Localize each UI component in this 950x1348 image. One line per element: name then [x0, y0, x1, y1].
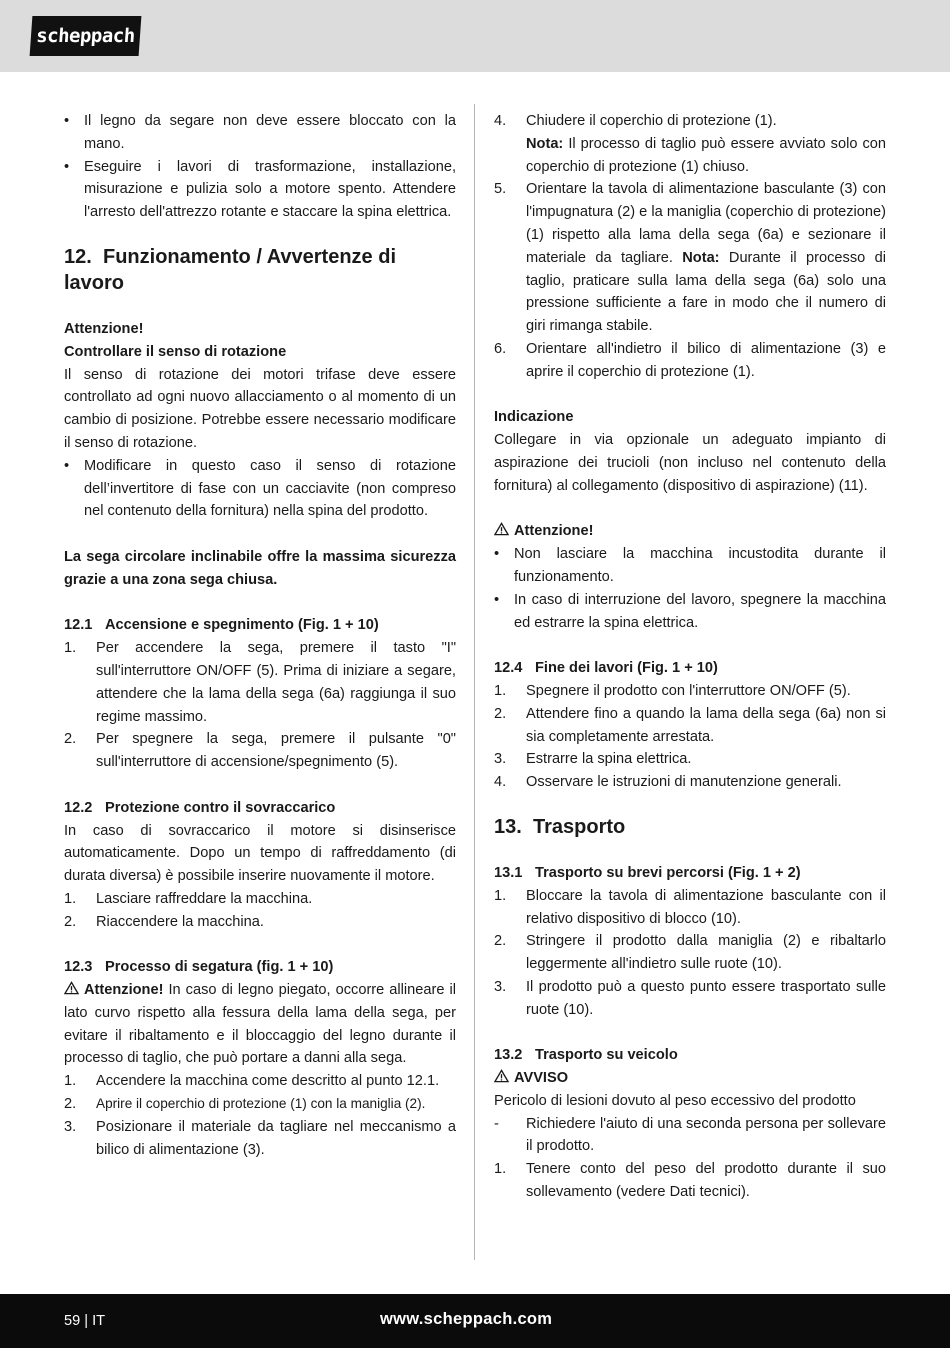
notice-label: AVVISO	[514, 1070, 569, 1087]
step-text: Riaccendere la macchina.	[96, 913, 264, 930]
step-number: 2.	[64, 913, 77, 930]
list-item	[64, 1093, 456, 1116]
list-item	[494, 930, 886, 976]
section-12-4-heading	[494, 657, 886, 680]
steps-12-4	[494, 680, 886, 794]
step-text: Bloccare la tavola di alimentazione basculante con il relativo dispositivo di blocco (10).	[526, 887, 886, 927]
list-item	[494, 771, 886, 794]
steps-13-2	[494, 1158, 886, 1204]
step-number: 3.	[494, 978, 507, 995]
attention-heading	[494, 520, 886, 543]
step-number: 3.	[494, 751, 507, 768]
sawing-warning	[64, 979, 456, 1070]
step-text: Stringere il prodotto dalla maniglia (2) e ribaltarlo leggermente all'indietro sulle ruote (10).	[526, 933, 886, 973]
attention-bullet-list	[494, 543, 886, 634]
rotation-bullet-list	[64, 455, 456, 523]
step-text: Lasciare raffreddare la macchina.	[96, 890, 313, 907]
steps-13-1	[494, 885, 886, 1022]
list-item	[494, 885, 886, 931]
step-text: Posizionare il materiale da tagliare nel meccanismo a bilico di alimentazione (3).	[96, 1118, 456, 1158]
step-number: 2.	[64, 1096, 77, 1113]
dash-marker: -	[494, 1115, 499, 1132]
step-text: Il prodotto può a questo punto essere trasportato sulle ruote (10).	[526, 978, 886, 1018]
section-number: 12.	[64, 245, 92, 268]
rotation-text: Il senso di rotazione dei motori trifase deve essere controllato ad ogni nuovo allacciamento o al momento di un cambio di posizione. Potrebbe essere necessario modificare il senso di rotazione.	[64, 366, 456, 451]
step-number: 1.	[494, 682, 507, 699]
section-12-3-heading	[64, 956, 456, 979]
list-item	[64, 911, 456, 934]
step-number: 3.	[64, 1118, 77, 1135]
list-item	[494, 976, 886, 1022]
section-12-heading	[64, 244, 456, 296]
section-number: 12.4	[494, 660, 523, 677]
list-item	[494, 748, 886, 771]
attention-label: Attenzione!	[64, 320, 144, 337]
step-number: 4.	[494, 774, 507, 791]
note-text: Durante il processo di taglio, praticare sulla lama della sega (6a) solo una pressione sufficiente a fare in modo che il numero di giri rimanga stabile.	[526, 249, 886, 335]
step-number: 2.	[494, 933, 507, 950]
step-number: 1.	[64, 890, 77, 907]
step-number: 6.	[494, 340, 507, 357]
list-item	[494, 1158, 886, 1204]
warning-triangle-icon	[494, 522, 509, 536]
section-title: Processo di segatura (fig. 1 + 10)	[105, 959, 334, 976]
indicazione-heading: Indicazione	[494, 409, 574, 426]
step-text: Per spegnere la sega, premere il pulsante "0" sull'interruttore di accensione/spegnimento (5).	[96, 731, 456, 771]
section-number: 12.2	[64, 799, 93, 816]
step-text: Per accendere la sega, premere il tasto "I" sull'interruttore ON/OFF (5). Prima di iniziare a segare, attendere che la lama della sega (6a) raggiunga il suo regime massimo.	[96, 640, 456, 725]
list-item: • Il legno da segare non deve essere bloccato con la mano.	[64, 110, 456, 156]
page-number: 59 | IT	[64, 1313, 106, 1329]
section-number: 13.2	[494, 1047, 523, 1064]
right-column	[494, 110, 886, 1204]
note-label: Nota:	[526, 135, 564, 152]
list-item	[64, 637, 456, 728]
rotation-heading: Controllare il senso di rotazione	[64, 343, 287, 360]
step-number: 1.	[494, 887, 507, 904]
list-item	[64, 728, 456, 774]
list-item: • Non lasciare la macchina incustodita durante il funzionamento.	[494, 543, 886, 589]
steps-12-1	[64, 637, 456, 774]
step-text: Attendere fino a quando la lama della sega (6a) non si sia completamente arrestata.	[526, 705, 886, 745]
section-number: 12.1	[64, 617, 93, 634]
step-text: Aprire il coperchio di protezione (1) con la maniglia (2).	[96, 1096, 426, 1112]
step-text: Tenere conto del peso del prodotto durante il suo sollevamento (vedere Dati tecnici).	[526, 1161, 886, 1201]
step-text: Chiudere il coperchio di protezione (1).	[526, 113, 777, 129]
section-title: Trasporto su veicolo	[535, 1047, 678, 1064]
list-item	[494, 338, 886, 384]
steps-12-3-continued	[494, 110, 886, 384]
note-label: Nota:	[682, 249, 720, 266]
warning-triangle-icon	[494, 1069, 509, 1083]
section-title: Trasporto su brevi percorsi (Fig. 1 + 2)	[535, 864, 801, 881]
dash-list	[494, 1113, 886, 1159]
website-link[interactable]: www.scheppach.com	[380, 1310, 553, 1328]
section-title: Funzionamento / Avvertenze di lavoro	[64, 245, 396, 294]
page-header	[0, 0, 950, 72]
section-number: 12.3	[64, 959, 93, 976]
step-number: 1.	[494, 1161, 507, 1178]
step-text: Osservare le istruzioni di manutenzione generali.	[526, 774, 842, 791]
safety-statement: La sega circolare inclinabile offre la massima sicurezza grazie a una zona sega chiusa.	[64, 548, 456, 588]
attention-label: Attenzione!	[514, 523, 594, 540]
section-title: Trasporto	[533, 815, 626, 838]
section-13-2-heading	[494, 1044, 886, 1067]
step-text: Accendere la macchina come descritto al punto 12.1.	[96, 1073, 440, 1090]
list-item: • Eseguire i lavori di trasformazione, installazione, misurazione e pulizia solo a motore spento. Attendere l'arresto dell'attrezzo rotante e staccare la spina elettrica.	[64, 156, 456, 224]
list-item	[494, 1113, 886, 1159]
list-item	[494, 178, 886, 338]
section-13-heading	[494, 814, 886, 840]
notice-heading	[494, 1067, 886, 1090]
list-item	[494, 110, 886, 178]
notice-text: Pericolo di lesioni dovuto al peso eccessivo del prodotto	[494, 1092, 856, 1109]
step-number: 1.	[64, 640, 77, 657]
overload-text: In caso di sovraccarico il motore si disinserisce automaticamente. Dopo un tempo di raffreddamento (di durata diversa) è possibile inserire nuovamente il motore.	[64, 822, 456, 885]
list-item: • Modificare in questo caso il senso di rotazione dell’invertitore di fase con un cacciavite (non compreso nel contenuto della fornitura) nella spina del prodotto.	[64, 455, 456, 523]
list-item	[64, 1070, 456, 1093]
section-12-1-heading	[64, 614, 456, 637]
steps-12-2	[64, 888, 456, 934]
list-item	[494, 703, 886, 749]
step-text: Orientare all'indietro il bilico di alimentazione (3) e aprire il coperchio di protezione (1).	[526, 340, 886, 380]
list-item	[64, 888, 456, 911]
steps-12-3	[64, 1070, 456, 1161]
list-item	[64, 1116, 456, 1162]
list-item: • In caso di interruzione del lavoro, spegnere la macchina ed estrarre la spina elettrica.	[494, 589, 886, 635]
step-number: 2.	[494, 705, 507, 722]
step-number: 1.	[64, 1073, 77, 1090]
section-title: Accensione e spegnimento (Fig. 1 + 10)	[105, 617, 379, 634]
section-12-2-heading	[64, 797, 456, 820]
warning-triangle-icon	[64, 981, 79, 995]
page-footer	[0, 1294, 950, 1348]
step-text: Orientare la tavola di alimentazione basculante (3) con l'impugnatura (2) e la maniglia (coperchio di protezione) (1) rispetto alla lama della sega (6a) e sezionare il materiale da tagliare.	[526, 181, 886, 266]
indicazione-text: Collegare in via opzionale un adeguato impianto di aspirazione dei trucioli (non incluso nel contenuto della fornitura) al collegamento (dispositivo di aspirazione) (11).	[494, 432, 886, 494]
section-number: 13.	[494, 815, 522, 838]
step-number: 5.	[494, 181, 507, 198]
intro-bullet-list	[64, 110, 456, 224]
section-title: Protezione contro il sovraccarico	[105, 799, 336, 816]
section-number: 13.1	[494, 864, 523, 881]
step-text: Estrarre la spina elettrica.	[526, 751, 692, 768]
column-divider	[474, 104, 475, 1260]
item-text: Richiedere l'aiuto di una seconda persona per sollevare il prodotto.	[526, 1115, 886, 1155]
step-number: 2.	[64, 731, 77, 748]
section-13-1-heading	[494, 862, 886, 885]
step-text: Spegnere il prodotto con l'interruttore ON/OFF (5).	[526, 682, 851, 699]
warning-label: Attenzione!	[84, 982, 164, 999]
note-text: Il processo di taglio può essere avviato solo con coperchio di protezione (1) chiuso.	[526, 135, 886, 175]
list-item	[494, 680, 886, 703]
section-title: Fine dei lavori (Fig. 1 + 10)	[535, 660, 718, 677]
left-column	[64, 110, 456, 1161]
scheppach-logo: scheppach	[30, 16, 142, 56]
step-number: 4.	[494, 113, 507, 129]
warning-text: In caso di legno piegato, occorre allineare il lato curvo rispetto alla fessura della lama della sega, per evitare il ribaltamento e il bloccaggio del legno durante il processo di taglio, che può portare a danni alla sega.	[64, 982, 456, 1067]
